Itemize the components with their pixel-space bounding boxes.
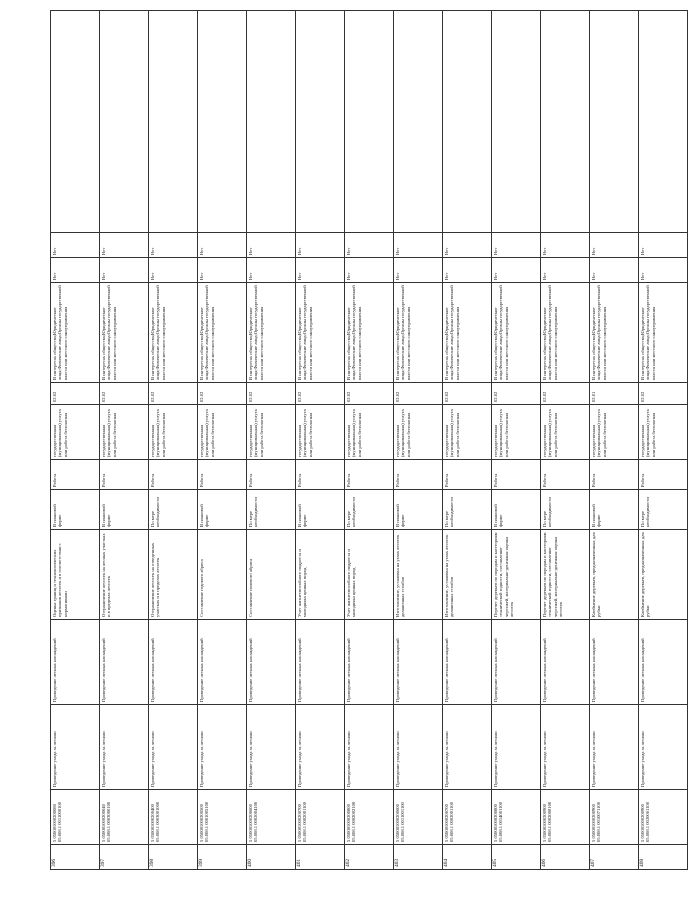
consumer-categories: В интересах общества;Юридические лица;Физические лица;Органы государственной власти или местного самоуправления	[149, 283, 198, 383]
registry-flag-2: Нет	[247, 233, 296, 258]
registry-flag-1: Нет	[247, 258, 296, 283]
registry-flag-2: Нет	[541, 233, 590, 258]
payment-type: государственная (муниципальная) услуга или работа бесплатная	[394, 405, 443, 460]
work-form: В плановой форме	[296, 490, 345, 530]
work-type: Проведение лесных насаждений	[443, 620, 492, 705]
okved-code: 02.02	[541, 383, 590, 405]
work-kind: Работа	[590, 460, 639, 490]
empty-cell	[100, 11, 149, 233]
payment-type: государственная (муниципальная) услуга или работа бесплатная	[443, 405, 492, 460]
empty-cell	[51, 11, 100, 233]
registry-flag-2: Нет	[51, 233, 100, 258]
work-kind: Работа	[443, 460, 492, 490]
work-content: Перечет деревьев по породам и категориям технической годности, составление чертежей, материально-денежная оценка лесосек	[541, 530, 590, 620]
registry-flag-2: Нет	[443, 233, 492, 258]
row-number: 398	[149, 845, 198, 870]
rotated-table-frame	[50, 10, 656, 870]
consumer-categories: В интересах общества;Юридические лица;Физические лица;Органы государственной власти или местного самоуправления	[296, 283, 345, 383]
registry-code: 5 050081000200600 05.008.1 0011001100	[394, 790, 443, 845]
work-name: Проведение ухода за лесами	[394, 705, 443, 790]
table-row	[296, 11, 345, 870]
table-row	[198, 11, 247, 870]
registry-flag-1: Нет	[345, 258, 394, 283]
work-content: Изготовление, установка на углах лесосек деляночных столбов	[443, 530, 492, 620]
registry-code: 5 050081000200700 05.008.1 0002001100	[443, 790, 492, 845]
work-form: В плановой форме	[492, 490, 541, 530]
registry-code: 5 050081000200900 05.008.1 0010071100	[590, 790, 639, 845]
work-name: Проведение ухода за лесами	[345, 705, 394, 790]
okved-code: 02.02	[149, 383, 198, 405]
registry-flag-1: Нет	[296, 258, 345, 283]
work-type: Проведение лесных насаждений	[149, 620, 198, 705]
consumer-categories: В интересах общества;Юридические лица;Физические лица;Органы государственной власти или местного самоуправления	[51, 283, 100, 383]
row-number: 403	[394, 845, 443, 870]
row-number: 408	[639, 845, 688, 870]
empty-cell	[345, 11, 394, 233]
work-content: Клеймение деревьев, предназначенных для рубки	[590, 530, 639, 620]
table-row	[394, 11, 443, 870]
payment-type: государственная (муниципальная) услуга или работа бесплатная	[492, 405, 541, 460]
registry-flag-1: Нет	[51, 258, 100, 283]
payment-type: государственная (муниципальная) услуга или работа бесплатная	[296, 405, 345, 460]
work-name: Проведение ухода за лесами	[198, 705, 247, 790]
work-name: Проведение ухода за лесами	[541, 705, 590, 790]
work-name: Проведение ухода за лесами	[247, 705, 296, 790]
table-row	[443, 11, 492, 870]
okved-code: 02.02	[345, 383, 394, 405]
table-row	[247, 11, 296, 870]
work-form: В плановой форме	[100, 490, 149, 530]
okved-code: 02.02	[492, 383, 541, 405]
registry-flag-2: Нет	[492, 233, 541, 258]
work-content: Отграничение лесосек на лесных участках и в пределах лесосек	[100, 530, 149, 620]
work-form: В плановой форме	[590, 490, 639, 530]
work-form: По мере необходимости	[149, 490, 198, 530]
consumer-categories: В интересах общества;Юридические лица;Физические лица;Органы государственной власти или местного самоуправления	[443, 283, 492, 383]
registry-code: 5 050081000200800 05.008.1 0002002100	[345, 790, 394, 845]
payment-type: государственная (муниципальная) услуга или работа бесплатная	[345, 405, 394, 460]
work-type: Проведение лесных насаждений	[394, 620, 443, 705]
row-number: 402	[345, 845, 394, 870]
registry-flag-1: Нет	[541, 258, 590, 283]
registry-code: 5 050081000200600 05.008.1 0002004100	[247, 790, 296, 845]
work-name: Проведение ухода за лесами	[100, 705, 149, 790]
work-type: Проведение лесных насаждений	[198, 620, 247, 705]
consumer-categories: В интересах общества;Юридические лица;Физические лица;Органы государственной власти или местного самоуправления	[639, 283, 688, 383]
registry-flag-2: Нет	[149, 233, 198, 258]
work-name: Проведение ухода за лесами	[149, 705, 198, 790]
registry-flag-2: Нет	[345, 233, 394, 258]
registry-code: 5 050081000200900 05.008.1 0020061100	[639, 790, 688, 845]
table-row	[541, 11, 590, 870]
row-number: 396	[51, 845, 100, 870]
work-type: Проведение лесных насаждений	[296, 620, 345, 705]
registry-flag-2: Нет	[100, 233, 149, 258]
empty-cell	[443, 11, 492, 233]
payment-type: государственная (муниципальная) услуга или работа бесплатная	[198, 405, 247, 460]
work-form: По мере необходимости	[639, 490, 688, 530]
work-form: По мере необходимости	[443, 490, 492, 530]
row-number: 401	[296, 845, 345, 870]
table-row	[492, 11, 541, 870]
work-form: В плановой форме	[198, 490, 247, 530]
okved-code: 02.02	[198, 383, 247, 405]
okved-code: 02.02	[296, 383, 345, 405]
okved-code: 02.02	[100, 383, 149, 405]
registry-flag-2: Нет	[198, 233, 247, 258]
empty-cell	[394, 11, 443, 233]
work-content: Оценка границ и технологических признаков лесосек и в соответствии с нормативами	[51, 530, 100, 620]
work-type: Проведение лесных насаждений	[590, 620, 639, 705]
work-type: Проведение лесных насаждений	[345, 620, 394, 705]
work-kind: Работа	[198, 460, 247, 490]
registry-flag-1: Нет	[443, 258, 492, 283]
work-name: Проведение ухода за лесами	[639, 705, 688, 790]
registry-code: 5 050081000200700 05.008.1 0002001100	[296, 790, 345, 845]
empty-cell	[639, 11, 688, 233]
payment-type: государственная (муниципальная) услуга или работа бесплатная	[100, 405, 149, 460]
registry-flag-1: Нет	[100, 258, 149, 283]
table-row	[590, 11, 639, 870]
work-content: Учет жизнеспособного подроста и молодняка ценных пород	[345, 530, 394, 620]
work-form: В плановой форме	[51, 490, 100, 530]
work-kind: Работа	[296, 460, 345, 490]
work-name: Проведение ухода за лесами	[51, 705, 100, 790]
table-row	[51, 11, 100, 870]
okved-code: 02.02	[51, 383, 100, 405]
table-body	[51, 11, 688, 870]
work-content: Изготовление, установка на углах лесосек деляночных столбов	[394, 530, 443, 620]
work-content: Клеймение деревьев, предназначенных для рубки	[639, 530, 688, 620]
payment-type: государственная (муниципальная) услуга или работа бесплатная	[590, 405, 639, 460]
row-number: 397	[100, 845, 149, 870]
work-kind: Работа	[492, 460, 541, 490]
work-name: Проведение ухода за лесами	[492, 705, 541, 790]
consumer-categories: В интересах общества;Юридические лица;Физические лица;Органы государственной власти или местного самоуправления	[492, 283, 541, 383]
empty-cell	[247, 11, 296, 233]
work-form: По мере необходимости	[345, 490, 394, 530]
work-kind: Работа	[51, 460, 100, 490]
consumer-categories: В интересах общества;Юридические лица;Физические лица;Органы государственной власти или местного самоуправления	[345, 283, 394, 383]
work-name: Проведение ухода за лесами	[296, 705, 345, 790]
registry-code: 5 050081000200800 05.008.1 0014001100	[492, 790, 541, 845]
works-register-table	[50, 10, 688, 870]
consumer-categories: В интересах общества;Юридические лица;Физические лица;Органы государственной власти или местного самоуправления	[100, 283, 149, 383]
empty-cell	[541, 11, 590, 233]
work-content: Учет жизнеспособного подроста и молодняка ценных пород	[296, 530, 345, 620]
registry-code: 5 050081000200400 05.008.1 0003001000	[149, 790, 198, 845]
work-content: Составление годового абриса	[198, 530, 247, 620]
work-content: Перечет деревьев по породам и категориям технической годности, составление чертежей, материально-денежная оценка лесосек	[492, 530, 541, 620]
registry-flag-1: Нет	[492, 258, 541, 283]
payment-type: государственная (муниципальная) услуга или работа бесплатная	[541, 405, 590, 460]
row-number: 404	[443, 845, 492, 870]
work-type: Проведение лесных насаждений	[100, 620, 149, 705]
registry-flag-1: Нет	[198, 258, 247, 283]
work-type: Проведение лесных насаждений	[51, 620, 100, 705]
registry-code: 5 050081000200040 05.008.1 0003000100	[100, 790, 149, 845]
consumer-categories: В интересах общества;Юридические лица;Физические лица;Органы государственной власти или местного самоуправления	[198, 283, 247, 383]
row-number: 406	[541, 845, 590, 870]
payment-type: государственная (муниципальная) услуга или работа бесплатная	[51, 405, 100, 460]
table-row	[100, 11, 149, 870]
okved-code: 02.02	[394, 383, 443, 405]
registry-flag-1: Нет	[149, 258, 198, 283]
table-row	[149, 11, 198, 870]
consumer-categories: В интересах общества;Юридические лица;Физические лица;Органы государственной власти или местного самоуправления	[541, 283, 590, 383]
work-kind: Работа	[639, 460, 688, 490]
work-type: Проведение лесных насаждений	[247, 620, 296, 705]
work-type: Проведение лесных насаждений	[639, 620, 688, 705]
row-number: 405	[492, 845, 541, 870]
registry-code: 5 050081000200900 05.008.1 0002008100	[541, 790, 590, 845]
empty-cell	[198, 11, 247, 233]
okved-code: 02.02	[247, 383, 296, 405]
empty-cell	[296, 11, 345, 233]
work-form: По мере необходимости	[247, 490, 296, 530]
work-kind: Работа	[345, 460, 394, 490]
registry-flag-1: Нет	[639, 258, 688, 283]
okved-code: 02.02	[443, 383, 492, 405]
empty-cell	[149, 11, 198, 233]
consumer-categories: В интересах общества;Юридические лица;Физические лица;Органы государственной власти или местного самоуправления	[247, 283, 296, 383]
table-row	[639, 11, 688, 870]
registry-code: 5 050081000200080 05.008.1 0011000100	[51, 790, 100, 845]
registry-flag-2: Нет	[590, 233, 639, 258]
consumer-categories: В интересах общества;Юридические лица;Физические лица;Органы государственной власти или местного самоуправления	[394, 283, 443, 383]
table-row	[345, 11, 394, 870]
empty-cell	[492, 11, 541, 233]
registry-flag-2: Нет	[296, 233, 345, 258]
work-content: Составление полевого абриса	[247, 530, 296, 620]
registry-flag-1: Нет	[394, 258, 443, 283]
empty-cell	[590, 11, 639, 233]
registry-flag-2: Нет	[394, 233, 443, 258]
work-type: Проведение лесных насаждений	[541, 620, 590, 705]
work-content: Отграничение лесосек на отведенных участках и в пределах лесосек	[149, 530, 198, 620]
registry-flag-1: Нет	[590, 258, 639, 283]
work-kind: Работа	[149, 460, 198, 490]
consumer-categories: В интересах общества;Юридические лица;Физические лица;Органы государственной власти или местного самоуправления	[590, 283, 639, 383]
registry-code: 5 050081000200500 05.008.1 0001005100	[198, 790, 247, 845]
okved-code: 02.01	[590, 383, 639, 405]
work-kind: Работа	[394, 460, 443, 490]
row-number: 399	[198, 845, 247, 870]
work-kind: Работа	[247, 460, 296, 490]
row-number: 400	[247, 845, 296, 870]
registry-flag-2: Нет	[639, 233, 688, 258]
work-form: В плановой форме	[394, 490, 443, 530]
work-type: Проведение лесных насаждений	[492, 620, 541, 705]
okved-code: 02.02	[639, 383, 688, 405]
work-name: Проведение ухода за лесами	[590, 705, 639, 790]
payment-type: государственная (муниципальная) услуга или работа бесплатная	[247, 405, 296, 460]
work-kind: Работа	[541, 460, 590, 490]
work-kind: Работа	[100, 460, 149, 490]
row-number: 407	[590, 845, 639, 870]
payment-type: государственная (муниципальная) услуга или работа бесплатная	[149, 405, 198, 460]
work-form: По мере необходимости	[541, 490, 590, 530]
work-name: Проведение ухода за лесами	[443, 705, 492, 790]
payment-type: государственная (муниципальная) услуга или работа бесплатная	[639, 405, 688, 460]
